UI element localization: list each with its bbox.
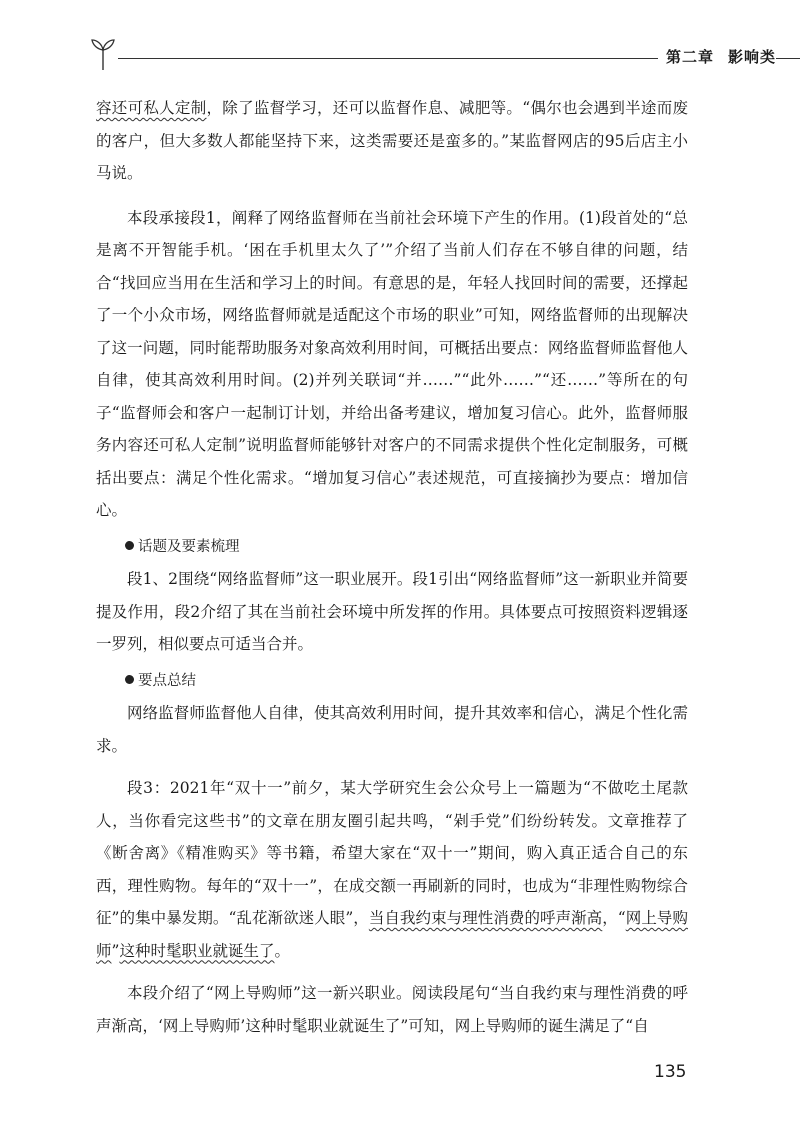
paragraph-continuation: 容还可私人定制，除了监督学习，还可以监督作息、减肥等。“偶尔也会遇到半途而废的客户，但大多数人都能坚持下来，这类需要还是蛮多的。”某监督网店的95后店主小马说。 <box>96 99 688 182</box>
analysis-paragraph: 本段承接段1，阐释了网络监督师在当前社会环境下产生的作用。(1)段首处的“总是离不开智能手机。‘困在手机里太久了’”介绍了当前人们存在不够自律的问题，结合“找回应当用在生活和学习上的时间。有意思的是，年轻人找回时间的需要，还撑起了一个小众市场，网络监督师就是适配这个市场的职业”可知，网络监督师的出现解决了这一问题，同时能帮助服务对象高效利用时间，可概括出要点：网络监督师监督他人自律，使其高效利用时间。(2)并列关联词“并……”“此外……”“还……”等所在的句子“监督师会和客户一起制订计划，并给出备考建议，增加复习信心。此外，监督师服务内容还可私人定制”说明监督师能够针对客户的不同需求提供个性化定制服务，可概括出要点：满足个性化需求。“增加复习信心”表述规范，可直接摘抄为要点：增加信心。 <box>96 208 688 519</box>
page-number: 135 <box>654 1062 687 1082</box>
chapter-number: 第二章 <box>666 48 715 66</box>
bullet-heading-summary: 要点总结 <box>96 665 688 698</box>
bullet-heading-topic: 话题及要素梳理 <box>96 531 688 564</box>
running-header <box>88 36 777 76</box>
chapter-title <box>666 46 776 67</box>
wavy-underlined-text: 网上导购师 <box>96 909 688 960</box>
analysis-paragraph-3: 本段介绍了“网上导购师”这一新兴职业。阅读段尾句“当自我约束与理性消费的呼声渐高，‘网上导购师’这种时髦职业就诞生了”可知，网上导购师的诞生满足了“自 <box>96 984 688 1035</box>
chapter-section: 影响类 <box>728 48 777 66</box>
bullet-icon <box>125 541 134 550</box>
topic-paragraph: 段1、2围绕“网络监督师”这一职业展开。段1引出“网络监督师”这一新职业并简要提及作用，段2介绍了其在当前社会环境中所发挥的作用。具体要点可按照资料逻辑逐一罗列，相似要点可适当合并。 <box>96 570 688 653</box>
wavy-underlined-text: 当自我约束与理性消费的呼声渐高 <box>368 909 603 927</box>
header-rule-left <box>118 58 658 59</box>
source-paragraph-3: 段3：2021年“双十一”前夕，某大学研究生会公众号上一篇题为“不做吃土尾款人，当你看完这些书”的文章在朋友圈引起共鸣，“剁手党”们纷纷转发。文章推荐了《断舍离》《精准购买》等书籍，希望大家在“双十一”期间，购入真正适合自己的东西，理性购物。每年的“双十一”，在成交额一再刷新的同时，也成为“非理性购物综合征”的集中暴发期。“乱花渐欲迷人眼”，当自我约束与理性消费的呼声渐高，“网上导购师”这种时髦职业就诞生了。 <box>96 779 688 960</box>
bullet-icon <box>125 675 134 684</box>
wavy-underlined-text: 这种时髦职业就诞生了 <box>119 941 275 960</box>
summary-paragraph: 网络监督师监督他人自律，使其高效利用时间，提升其效率和信心，满足个性化需求。 <box>96 704 688 755</box>
wavy-underlined-text: 容还可私人定制 <box>96 99 207 117</box>
page-body <box>96 92 688 1042</box>
sprout-icon <box>88 36 118 72</box>
header-rule-right <box>776 58 800 59</box>
